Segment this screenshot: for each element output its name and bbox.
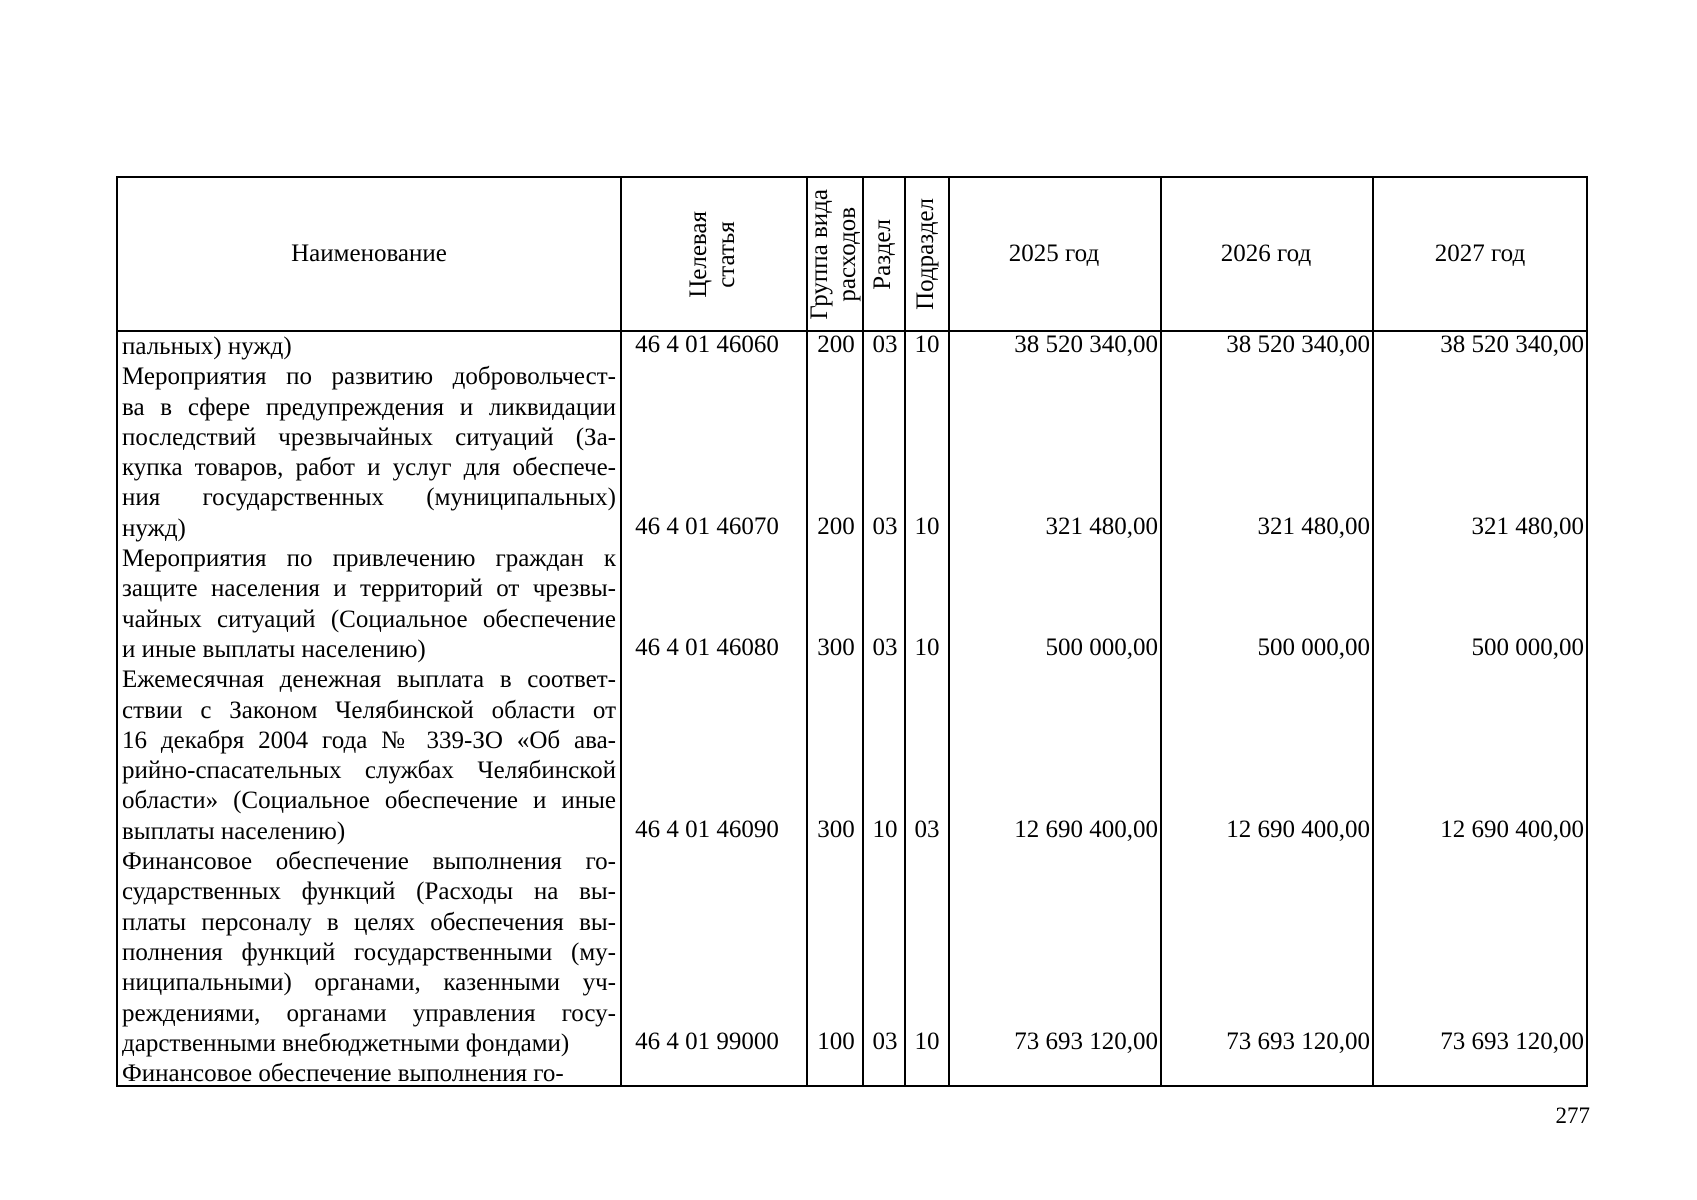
row-name-line: пальных) нужд) — [122, 333, 292, 360]
header-expense-group-line2: расходов — [834, 206, 861, 302]
row-name-line: последствий чрезвычайных ситуаций (За- — [122, 423, 616, 451]
row-name — [122, 362, 616, 544]
row-amount-2027: 500 000,00 — [1471, 633, 1584, 661]
row-amount-2027: 12 690 400,00 — [1440, 815, 1584, 843]
row-name-line: дарственными внебюджетными фондами) — [122, 1029, 570, 1057]
row-subsection: 10 — [914, 1027, 940, 1055]
row-name-line: полнения функций государственными (му- — [122, 938, 616, 966]
row-target-article: 46 4 01 46070 — [635, 512, 779, 540]
row-section: 03 — [872, 1027, 898, 1055]
row-name-line: ва в сфере предупреждения и ликвидации — [122, 393, 616, 421]
row-name — [122, 1059, 616, 1089]
table-row — [118, 332, 1586, 362]
header-target-article-line2: статья — [713, 220, 740, 288]
row-subsection: 03 — [914, 815, 940, 843]
header-subsection-label: Подраздел — [912, 198, 939, 310]
row-name-line: выплаты населению) — [122, 817, 346, 845]
row-amount-2025: 38 520 340,00 — [1014, 331, 1158, 358]
header-name: Наименование — [291, 240, 447, 267]
row-expense-group: 300 — [817, 815, 855, 843]
page-number: 277 — [1555, 1103, 1590, 1128]
header-year-2025: 2025 год — [1008, 240, 1100, 267]
budget-table — [116, 176, 1588, 1087]
header-section — [862, 178, 904, 330]
row-name-line: и иные выплаты населению) — [122, 635, 426, 663]
row-name-line: 16 декабря 2004 года № 339-ЗО «Об ава- — [122, 726, 616, 754]
row-subsection: 10 — [914, 331, 940, 358]
header-target-article-line1: Целевая — [685, 210, 712, 298]
row-target-article: 46 4 01 99000 — [635, 1027, 779, 1055]
row-amount-2025: 500 000,00 — [1045, 633, 1158, 661]
row-amount-2026: 12 690 400,00 — [1226, 815, 1370, 843]
row-section: 03 — [872, 331, 898, 358]
table-row — [118, 1059, 1586, 1089]
row-name-line: реждениями, органами управления госу- — [122, 999, 616, 1027]
header-expense-group — [806, 178, 862, 330]
row-expense-group: 200 — [817, 512, 855, 540]
table-row — [118, 665, 1586, 847]
row-amount-2027: 38 520 340,00 — [1440, 331, 1584, 358]
row-amount-2025: 73 693 120,00 — [1014, 1027, 1158, 1055]
row-subsection: 10 — [914, 633, 940, 661]
row-section: 03 — [872, 633, 898, 661]
row-subsection: 10 — [914, 512, 940, 540]
row-name-line: рийно-спасательных службах Челябинской — [122, 757, 616, 785]
header-section-label: Раздел — [869, 218, 896, 290]
table-row — [118, 544, 1586, 665]
row-name — [122, 847, 616, 1059]
table-row — [118, 362, 1586, 544]
row-name-line: сударственных функций (Расходы на вы- — [122, 878, 616, 906]
row-expense-group: 100 — [817, 1027, 855, 1055]
row-name-line: ствии с Законом Челябинской области от — [122, 696, 616, 724]
row-name-line: Финансовое обеспечение выполнения го- — [122, 848, 616, 876]
row-expense-group: 200 — [817, 331, 855, 358]
row-target-article: 46 4 01 46080 — [635, 633, 779, 661]
row-section: 03 — [872, 512, 898, 540]
row-amount-2025: 321 480,00 — [1045, 512, 1158, 540]
row-name-line: купка товаров, работ и услуг для обеспече- — [122, 454, 616, 482]
header-target-article — [620, 178, 806, 330]
row-name-line: защите населения и территорий от чрезвы- — [122, 575, 616, 603]
row-name-line: чайных ситуаций (Социальное обеспечение — [122, 605, 616, 633]
row-name-line: ния государственных (муниципальных) — [122, 484, 616, 512]
row-name-line: Ежемесячная денежная выплата в соответ- — [122, 666, 616, 694]
row-name-line: нужд) — [122, 514, 186, 542]
header-year-2027: 2027 год — [1434, 240, 1526, 267]
row-name — [122, 665, 616, 847]
header-expense-group-line1: Группа вида — [806, 188, 833, 320]
row-amount-2026: 38 520 340,00 — [1226, 331, 1370, 358]
row-target-article: 46 4 01 46060 — [635, 331, 779, 358]
row-amount-2026: 321 480,00 — [1257, 512, 1370, 540]
row-expense-group: 300 — [817, 633, 855, 661]
row-name-line: платы персоналу в целях обеспечения вы- — [122, 908, 616, 936]
row-amount-2026: 500 000,00 — [1257, 633, 1370, 661]
row-name — [122, 332, 616, 362]
row-name-line: Мероприятия по привлечению граждан к — [122, 545, 616, 573]
row-name-line: Финансовое обеспечение выполнения го- — [122, 1060, 564, 1088]
row-name — [122, 544, 616, 665]
row-name-line: Мероприятия по развитию добровольчест- — [122, 363, 616, 391]
table-row — [118, 847, 1586, 1059]
row-name-line: области» (Социальное обеспечение и иные — [122, 787, 616, 815]
header-subsection — [904, 178, 948, 330]
row-amount-2025: 12 690 400,00 — [1014, 815, 1158, 843]
row-amount-2027: 321 480,00 — [1471, 512, 1584, 540]
header-year-2026: 2026 год — [1220, 240, 1312, 267]
row-section: 10 — [872, 815, 898, 843]
row-amount-2026: 73 693 120,00 — [1226, 1027, 1370, 1055]
row-target-article: 46 4 01 46090 — [635, 815, 779, 843]
row-amount-2027: 73 693 120,00 — [1440, 1027, 1584, 1055]
row-name-line: ниципальными) органами, казенными уч- — [122, 969, 616, 997]
